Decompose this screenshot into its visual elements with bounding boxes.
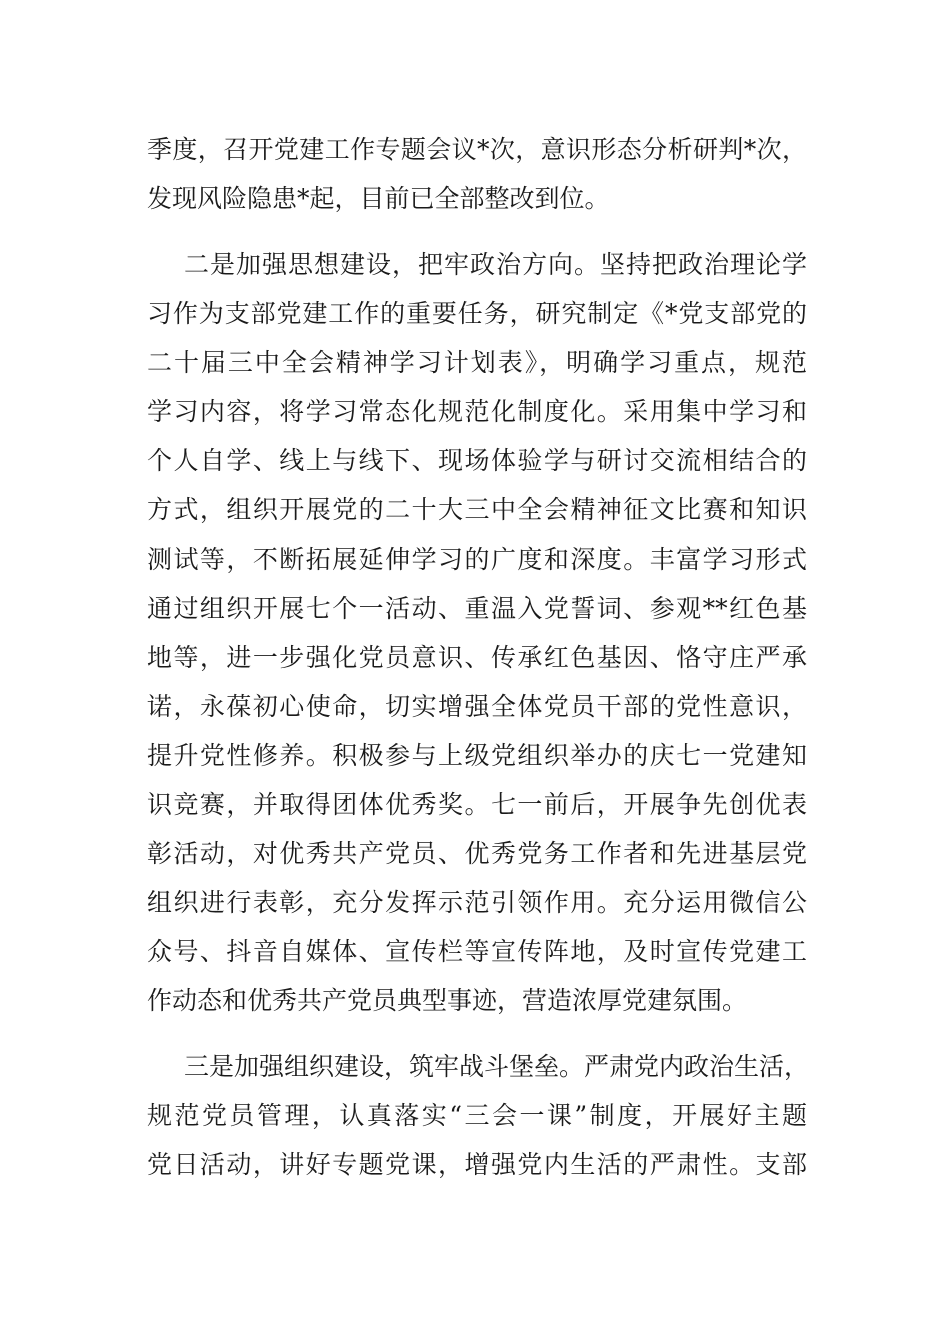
paragraph-2-line-9: 地等，进一步强化党员意识、传承红色基因、恪守庄严承 <box>147 643 807 672</box>
paragraph-3-line-3: 党日活动，讲好专题党课，增强党内生活的严肃性。支部 <box>147 1150 807 1179</box>
paragraph-2-line-15: 众号、抖音自媒体、宣传栏等宣传阵地，及时宣传党建工 <box>147 937 807 966</box>
paragraph-2-line-16: 作动态和优秀共产党员典型事迹，营造浓厚党建氛围。 <box>147 986 748 1015</box>
paragraph-2-line-14: 组织进行表彰，充分发挥示范引领作用。充分运用微信公 <box>147 888 807 917</box>
paragraph-2-line-8: 通过组织开展七个一活动、重温入党誓词、参观**红色基 <box>147 594 807 623</box>
paragraph-2-line-3: 二十届三中全会精神学习计划表》，明确学习重点，规范 <box>147 348 807 377</box>
paragraph-2-line-6: 方式，组织开展党的二十大三中全会精神征文比赛和知识 <box>147 495 807 524</box>
paragraph-1-line-1: 季度，召开党建工作专题会议*次，意识形态分析研判*次， <box>147 135 807 164</box>
paragraph-2-line-10: 诺，永葆初心使命，切实增强全体党员干部的党性意识， <box>147 692 807 721</box>
paragraph-3-line-1: 三是加强组织建设，筑牢战斗堡垒。严肃党内政治生活， <box>184 1052 810 1081</box>
paragraph-2-line-13: 彰活动，对优秀共产党员、优秀党务工作者和先进基层党 <box>147 839 807 868</box>
paragraph-2-line-12: 识竞赛，并取得团体优秀奖。七一前后，开展争先创优表 <box>147 790 807 819</box>
paragraph-2-line-1: 二是加强思想建设，把牢政治方向。坚持把政治理论学 <box>184 250 807 279</box>
paragraph-2-line-11: 提升党性修养。积极参与上级党组织举办的庆七一党建知 <box>147 741 807 770</box>
paragraph-2-line-2: 习作为支部党建工作的重要任务，研究制定《*党支部党的 <box>147 299 807 328</box>
paragraph-3-line-2: 规范党员管理，认真落实“三会一课”制度，开展好主题 <box>147 1101 807 1130</box>
paragraph-2-line-4: 学习内容，将学习常态化规范化制度化。采用集中学习和 <box>147 397 807 426</box>
paragraph-2-line-7: 测试等，不断拓展延伸学习的广度和深度。丰富学习形式 <box>147 545 807 574</box>
paragraph-2-line-5: 个人自学、线上与线下、现场体验学与研讨交流相结合的 <box>147 446 807 475</box>
paragraph-1-line-2: 发现风险隐患*起，目前已全部整改到位。 <box>147 184 610 213</box>
